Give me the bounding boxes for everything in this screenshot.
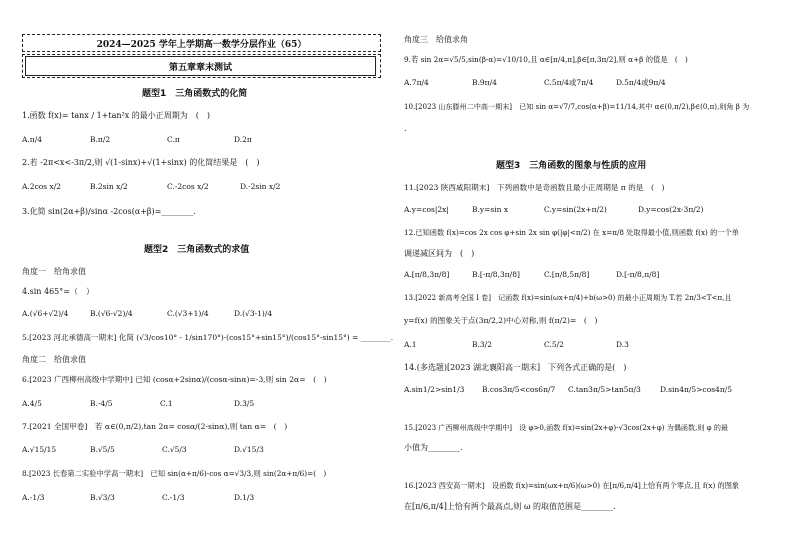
q7-option-b: B.√5/5	[90, 445, 115, 454]
q1-option-c: C.π	[167, 135, 180, 144]
question-7: 7.[2021 全国甲卷] 若 α∈(0,π/2),tan 2α= cosα/(2-sinα),则 tan α= ( )	[22, 422, 288, 431]
q4-option-a: A.(√6+√2)/4	[22, 309, 69, 318]
question-1: 1.函数 f(x)= tanx / 1+tan²x 的最小正周期为 ( )	[22, 111, 210, 120]
q12-option-b: B.[-π/8,3π/8]	[472, 270, 520, 279]
q7-option-d: D.√15/3	[234, 445, 264, 454]
question-14: 14.(多选题)[2023 湖北襄阳高一期末] 下列各式正确的是( )	[404, 363, 627, 372]
section-heading-1: 题型1 三角函数式的化简	[142, 89, 248, 99]
q14-option-d: D.sin4π/5>cos4π/5	[660, 385, 733, 394]
question-16: 16.[2023 西安高一期末] 设函数 f(x)=sin(ωx+π/6)(ω>0) 在[π/6,π/4]上恰有两个零点,且 f(x) 的图象	[404, 481, 740, 490]
question-9: 9.若 sin 2α=√5/5,sin(β-α)=√10/10,且 α∈[π/4,π],β∈[π,3π/2],则 α+β 的值是 ( )	[404, 55, 688, 64]
question-13-cont: y=f(x) 的图象关于点(3π/2,2)中心对称,则 f(π/2)= ( )	[404, 316, 598, 325]
q7-option-c: C.√5/3	[162, 445, 187, 454]
q13-option-a: A.1	[404, 340, 417, 349]
q6-option-a: A.4/5	[22, 399, 42, 408]
q8-option-d: D.1/3	[234, 493, 255, 502]
chapter-title-box	[25, 56, 376, 76]
question-10-tail: .	[404, 124, 407, 133]
question-5: 5.[2023 河北承德高一期末] 化简 (√3/cos10° - 1/sin170°)·(cos15°+sin15°)/(cos15°-sin15°) = ________.	[22, 333, 394, 342]
q9-option-a: A.7π/4	[404, 78, 429, 87]
q14-option-c: C.tan3π/5>tan5π/3	[568, 385, 641, 394]
q8-option-a: A.-1/3	[22, 493, 45, 502]
left-column	[22, 0, 392, 560]
q1-option-d: D.2π	[234, 135, 252, 144]
angle-heading-2: 角度二 给值求值	[22, 355, 86, 364]
q7-option-a: A.√15/15	[22, 445, 57, 454]
question-13: 13.[2022 新高考全国 I 卷] 记函数 f(x)=sin(ωx+π/4)+b(ω>0) 的最小正周期为 T.若 2π/3<T<π,且	[404, 293, 732, 302]
q13-option-c: C.5/2	[544, 340, 564, 349]
q11-option-b: B.y=sin x	[472, 205, 509, 214]
q8-option-b: B.√3/3	[90, 493, 115, 502]
q9-option-b: B.9π/4	[472, 78, 497, 87]
question-15: 15.[2023 广西柳州高级中学期中] 设 φ>0,函数 f(x)=sin(2x+φ)-√3cos(2x+φ) 为偶函数,则 φ 的最	[404, 423, 729, 432]
question-10: 10.[2023 山东滕州二中高一期末] 已知 sin α=√7/7,cos(α+β)=11/14,其中 α∈(0,π/2),β∈(0,π),则角 β 为	[404, 102, 750, 111]
question-11: 11.[2023 陕西咸阳期末] 下列函数中是奇函数且最小正周期是 π 的是 ( )	[404, 183, 665, 192]
q11-option-d: D.y=cos(2x-3π/2)	[638, 205, 704, 214]
q9-option-c: C.5π/4或7π/4	[544, 78, 594, 87]
q12-option-d: D.[-π/8,π/8]	[616, 270, 660, 279]
q4-option-d: D.(√3-1)/4	[234, 309, 273, 318]
question-3: 3.化简 sin(2α+β)/sinα -2cos(α+β)=________.	[22, 207, 196, 216]
q13-option-b: B.3/2	[472, 340, 492, 349]
section-heading-3: 题型3 三角函数的图象与性质的应用	[496, 161, 647, 171]
q4-option-b: B.(√6-√2)/4	[90, 309, 133, 318]
q2-option-a: A.2cos x/2	[22, 182, 62, 191]
angle-heading-1: 角度一 给角求值	[22, 267, 86, 276]
question-4: 4.sin 465°=（ ）	[22, 287, 94, 296]
question-12-cont: 调递减区间为 ( )	[404, 249, 475, 258]
section-heading-2: 题型2 三角函数式的求值	[144, 245, 250, 255]
q9-option-d: D.5π/4或9π/4	[616, 78, 666, 87]
question-12: 12.已知函数 f(x)=cos 2x cos φ+sin 2x sin φ(|φ|<π/2) 在 x=π/8 处取得最小值,则函数 f(x) 的一个单	[404, 228, 739, 237]
question-6: 6.[2023 广西柳州高级中学期中] 已知 (cosα+2sinα)/(cosα-sinα)=-3,则 sin 2α= ( )	[22, 375, 327, 384]
worksheet-title: 2024—2025 学年上学期高一数学分层作业（65）	[96, 39, 307, 50]
q14-option-b: B.cos3π/5<cos6π/7	[482, 385, 556, 394]
q4-option-c: C.(√3+1)/4	[167, 309, 209, 318]
question-2: 2.若 -2π<x<-3π/2,则 √(1-sinx)+√(1+sinx) 的化简结果是 ( )	[22, 158, 260, 167]
q1-option-a: A.π/4	[22, 135, 43, 144]
question-8: 8.[2023 长春第二实验中学高一期末] 已知 sin(α+π/6)-cos α=√3/3,则 sin(2α+π/6)=( )	[22, 469, 327, 478]
worksheet-title-box	[22, 34, 381, 52]
q6-option-c: C.1	[160, 399, 173, 408]
q11-option-a: A.y=cos|2x|	[404, 205, 449, 214]
q14-option-a: A.sin1/2>sin1/3	[404, 385, 465, 394]
question-16-cont: 在[π/6,π/4]上恰有两个最高点,则 ω 的取值范围是________.	[404, 502, 616, 511]
q13-option-d: D.3	[616, 340, 629, 349]
q8-option-c: C.-1/3	[162, 493, 185, 502]
q2-option-d: D.-2sin x/2	[240, 182, 281, 191]
question-15-cont: 小值为________.	[404, 443, 463, 452]
q1-option-b: B.π/2	[90, 135, 111, 144]
q2-option-c: C.-2cos x/2	[167, 182, 209, 191]
q12-option-a: A.[π/8,3π/8]	[404, 270, 450, 279]
right-column	[404, 0, 774, 560]
q12-option-c: C.[π/8,5π/8]	[544, 270, 590, 279]
q6-option-d: D.3/5	[234, 399, 255, 408]
q6-option-b: B.-4/5	[90, 399, 113, 408]
q2-option-b: B.2sin x/2	[90, 182, 128, 191]
q11-option-c: C.y=sin(2x+π/2)	[544, 205, 607, 214]
angle-heading-3: 角度三 给值求角	[404, 35, 468, 44]
chapter-title: 第五章章末测试	[168, 62, 232, 73]
